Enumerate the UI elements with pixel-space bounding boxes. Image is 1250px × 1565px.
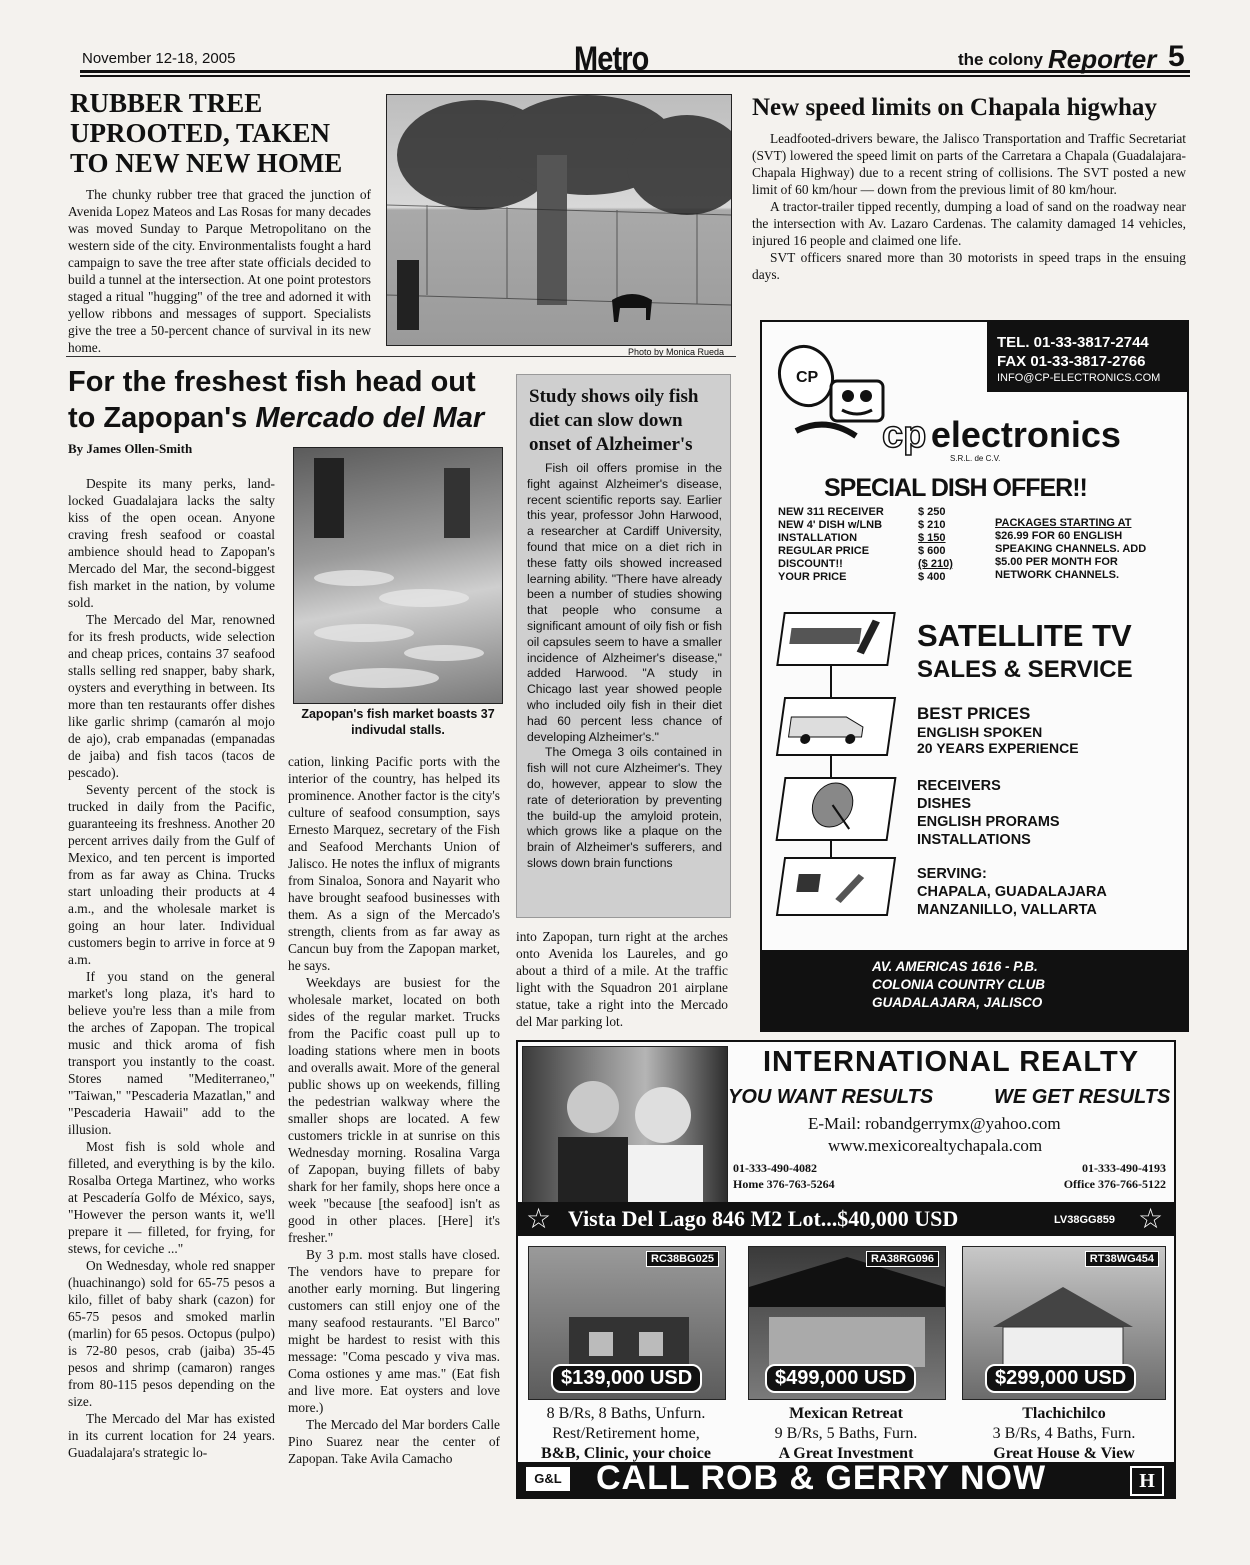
cp-price-label: NEW 4' DISH w/LNB [778, 519, 883, 531]
listing-code: RT38WG454 [1085, 1251, 1159, 1267]
cp-dish-image [776, 777, 897, 841]
rubber-tree-headline: RUBBER TREE UPROOTED, TAKEN TO NEW NEW HOME [70, 88, 343, 178]
satellite-dish-icon [778, 779, 890, 835]
speed-paragraph: SVT officers snared more than 30 motorists in speed traps in the ensuing days. [752, 250, 1186, 282]
cp-address-box [762, 950, 1187, 1030]
cp-price-value: $ 150 [918, 532, 946, 544]
realty-agents-photo [522, 1046, 728, 1203]
cp-price-value: $ 250 [918, 506, 946, 518]
cp-fax: FAX 01-33-3817-2766 [997, 353, 1146, 370]
fish-paragraph: The Mercado del Mar has existed in its current location for 24 years. Guadalajara's strategic lo- [68, 1411, 275, 1460]
realty-logo-right: H [1130, 1466, 1164, 1496]
listing-line: 8 B/Rs, 8 Baths, Unfurn. [546, 1405, 706, 1422]
listing-line: B&B, Clinic, your choice [541, 1445, 711, 1462]
cp-price-value: $ 600 [918, 545, 946, 557]
fish-photo-caption: Zapopan's fish market boasts 37 indivudal stalls. [301, 707, 495, 737]
fish-market-illustration [294, 448, 502, 703]
rubber-tree-illustration [387, 95, 731, 345]
fish-byline: By James Ollen-Smith [68, 441, 193, 456]
issue-date: November 12-18, 2005 [82, 50, 236, 67]
agents-illustration [523, 1047, 727, 1202]
cp-package-line: $5.00 PER MONTH FOR [995, 556, 1118, 568]
cp-package-line: PACKAGES STARTING AT [995, 517, 1132, 529]
receiver-icon [779, 614, 889, 660]
fish-paragraph: Most fish is sold whole and filleted, and everything is by the kilo. Rosalba Ortega Martinez, who works at Pescadería Golfo de México, says, "However the person wants it, we'll prepare it — filleted, for frying, for stews, for ceviche ..." [68, 1139, 275, 1256]
cp-price-row [778, 571, 988, 584]
cp-mascot [776, 336, 896, 446]
cp-price-list [778, 506, 988, 584]
listing-code: RC38BG025 [646, 1251, 719, 1267]
cp-line: ENGLISH SPOKEN [917, 724, 1043, 740]
fish-column-3 [516, 928, 728, 1030]
realty-phone-line: 01-333-490-4082 [733, 1161, 817, 1175]
fish-headline-text: to Zapopan's [68, 402, 256, 434]
cp-group-3 [917, 865, 1107, 919]
masthead-small: the colony [958, 50, 1044, 69]
cp-receiver-image [776, 612, 896, 666]
cp-tools-image [776, 857, 896, 916]
fish-headline-line2 [68, 402, 484, 435]
cp-package-line: SPEAKING CHANNELS. ADD [995, 543, 1147, 555]
listing-photo-2 [748, 1246, 946, 1400]
listing-price: $299,000 USD [985, 1364, 1136, 1393]
realty-email[interactable]: E-Mail: robandgerrymx@yahoo.com [808, 1114, 1061, 1133]
speed-headline: New speed limits on Chapala higwhay [752, 94, 1157, 121]
cp-line: ENGLISH PRORAMS [917, 814, 1060, 830]
listing-line: Tlachichilco [1022, 1405, 1106, 1422]
listing-photo-3 [962, 1246, 1166, 1400]
cp-packages [995, 517, 1180, 582]
listing-caption-2 [740, 1404, 952, 1464]
cp-package-line: NETWORK CHANNELS. [995, 569, 1120, 581]
fish-col1-top [68, 475, 275, 781]
listing-line: Great House & View [993, 1445, 1135, 1462]
fish-paragraph: Despite its many perks, land-locked Guadalajara lacks the salty kiss of the open ocean. Anyone craving fresh seafood or coastal ambience should head to Zapopan's Mercado del Mar, the second-biggest fish market in the nation, by volume sold. [68, 476, 275, 610]
study-headline: Study shows oily fish diet can slow down onset of Alzheimer's [529, 386, 699, 455]
cp-price-label: DISCOUNT!! [778, 558, 843, 570]
listing-caption-1 [518, 1404, 734, 1464]
cp-price-value: $ 400 [918, 571, 946, 583]
page-number: 5 [1168, 40, 1185, 73]
fish-paragraph: The Mercado del Mar, renowned for its fresh products, wide selection and cheap prices, contains 37 seafood stalls selling red snapper, baby shark, oysters and everything in between. Its more than ten restaurants offer dishes like garlic shrimp (camarón al mojo de ajo), crab empanadas (empanadas de jaiba) and fish tacos (tacos de pescado). [68, 612, 275, 780]
fish-market-photo [293, 447, 503, 704]
cp-mascot-icon [776, 336, 896, 446]
realty-banner [518, 1202, 1174, 1236]
cp-group-1 [917, 704, 1079, 756]
cp-address-line: GUADALAJARA, JALISCO [872, 995, 1043, 1010]
cp-line: INSTALLATIONS [917, 832, 1031, 848]
cp-price-row [778, 519, 988, 532]
fish-paragraph: If you stand on the general market's long plaza, it's hard to believe you're less than a mile from the arches of Zapopan. The tropical music and thick aroma of fish transport you instantly to the coast. Stores named "Mediterraneo," "Taiwan," "Pescaderia Mazatlan," and "Pescaderia Hawaii" add to the illusion. [68, 969, 275, 1137]
fish-headline-line1: For the freshest fish head out [68, 366, 476, 398]
realty-phone-line: Home 376-763-5264 [733, 1177, 835, 1191]
realty-banner-code: LV38GG859 [1054, 1214, 1115, 1226]
fish-paragraph: Seventy percent of the stock is trucked in daily from the Pacific, guaranteeing its freshness. Another 20 percent arrives daily from the Gulf of Mexico, and ten percent is imported from as far away as China. Trucks start unloading their products at 4 a.m., and the wholesale market is going an hour later. Individual customers begin to arrive in force at 9 a.m. [68, 782, 275, 967]
listing-line: 9 B/Rs, 5 Baths, Furn. [774, 1425, 918, 1442]
photo-credit: Photo by Monica Rueda [628, 347, 725, 357]
cp-price-value: $ 210 [918, 519, 946, 531]
section-title: Metro [574, 40, 649, 78]
cp-price-row [778, 506, 988, 519]
fish-paragraph: By 3 p.m. most stalls have closed. The vendors have to prepare for another early morning. But lingering customers can still enjoy one of the many seafood restaurants. "El Barco" might be hardest to resist with this message: "Coma pescado y viva mas. Coma ostiones y ame mas." (Eat fish and live more. Eat oysters and love more.) [288, 1247, 500, 1415]
cp-van-image [776, 697, 896, 756]
cp-line: BEST PRICES [917, 704, 1031, 723]
star-icon: ☆ [526, 1204, 552, 1235]
cp-group-2 [917, 777, 1060, 849]
realty-ad [516, 1040, 1176, 1499]
rubber-tree-paragraph: The chunky rubber tree that graced the junction of Avenida Lopez Mateos and Las Rosas for many decades was moved Sunday to Parque Metropolitano on the western side of the city. Environmentalists fought a hard campaign to save the tree after state officials decided to build a tunnel at the intersection. At one point protestors staged a ritual "hugging" of the tree and adorned it with yellow ribbons and messages of support. Specialists give the tree a 50-percent chance of survival in its new home. [68, 187, 371, 355]
fish-paragraph: The Mercado del Mar borders Calle Pino Suarez near the center of Zapopan. Take Avila Camacho [288, 1417, 500, 1466]
realty-call-text: CALL ROB & GERRY NOW [596, 1459, 1047, 1497]
realty-slogan-left: YOU WANT RESULTS [728, 1086, 934, 1108]
realty-name: INTERNATIONAL REALTY [763, 1046, 1140, 1078]
listing-price: $499,000 USD [765, 1364, 916, 1393]
realty-slogan-right: WE GET RESULTS [994, 1086, 1171, 1108]
realty-phone-line: Office 376-766-5122 [1063, 1177, 1166, 1191]
tools-icon [779, 859, 890, 910]
cp-special-offer: SPECIAL DISH OFFER!! [824, 474, 1087, 502]
cp-line: MANZANILLO, VALLARTA [917, 902, 1097, 918]
realty-phone-right [1024, 1160, 1166, 1192]
cp-contact-box [987, 322, 1187, 392]
fish-paragraph: Weekdays are busiest for the wholesale market, located on both sides of the regular market. Trucks from the Pacific coast pull up to loading stations where men in boots and overalls await. More of the general public shows up on weekends, filling the pedestrian walkway where the smaller shops are located. A few customers trickle in at sunrise on this Wednesday morning. Rosalina Varga of Zapopan, buying fillets of baby shark for her family, shops here once a week "because [the seafood] isn't as good in other places. [Here] it's fresher." [288, 975, 500, 1245]
header-rule [80, 70, 1190, 77]
rubber-tree-body [68, 186, 371, 356]
masthead: Reporter [1048, 44, 1157, 74]
cp-price-row [778, 532, 988, 545]
cp-satellite-sub: SALES & SERVICE [917, 656, 1133, 683]
cp-electronics-ad [760, 320, 1189, 1032]
study-paragraph: Fish oil offers promise in the fight against Alzheimer's disease, recent scientific reports say. Earlier this year, professor John Harwood, a researcher at Cardiff University, found that mice on a diet rich in these fatty oils showed increased learning ability. "There have already been a number of studies showing that people who consume a significant amount of oily fish or fish oil capsules seem to have a smaller incidence of Alzheimer's disease," added Harwood. "A study in Chicago last year showed people who included oily fish in their diet had 60 percent less chance of developing Alzheimer's." [527, 461, 722, 744]
cp-logo [882, 414, 1121, 457]
fish-headline-italic: Mercado del Mar [255, 402, 485, 434]
cp-line: DISHES [917, 796, 971, 812]
cp-line: SERVING: [917, 866, 987, 882]
listing-price: $139,000 USD [551, 1364, 702, 1393]
cp-address-line: AV. AMERICAS 1616 - P.B. [872, 959, 1038, 974]
listing-line: Mexican Retreat [789, 1405, 903, 1422]
service-van-icon [779, 699, 890, 750]
realty-phone-left [733, 1160, 835, 1192]
star-icon: ☆ [1138, 1204, 1164, 1235]
listing-photo-1 [528, 1246, 726, 1400]
cp-price-row [778, 545, 988, 558]
study-box [516, 374, 731, 918]
cp-price-row [778, 558, 988, 571]
study-body [517, 457, 730, 872]
realty-call-bar [518, 1459, 1174, 1497]
cp-line: CHAPALA, GUADALAJARA [917, 884, 1107, 900]
listing-line: Rest/Retirement home, [552, 1425, 700, 1442]
fish-paragraph: into Zapopan, turn right at the arches onto Avenida los Laureles, and go about a third of a mile. At the traffic light with the Squadron 201 airplane statue, take a right into the Mercado del Mar parking lot. [516, 929, 728, 1029]
speed-body [752, 130, 1186, 283]
realty-logo-left: G&L [526, 1467, 570, 1491]
listing-code: RA38RG096 [866, 1251, 939, 1267]
realty-banner-text: Vista Del Lago 846 M2 Lot...$40,000 USD [568, 1206, 959, 1231]
cp-line: RECEIVERS [917, 778, 1001, 794]
fish-column-1 [68, 475, 275, 1461]
cp-logo-cp: cp [882, 414, 927, 456]
cp-logo-word: electronics [930, 414, 1121, 455]
cp-price-label: NEW 311 RECEIVER [778, 506, 884, 518]
study-paragraph: The Omega 3 oils contained in fish will not cure Alzheimer's. They do, however, appear to slow the rate of deterioration by preventing the build-up the amyloid protein, which grows like a plaque on the brain of Alzheimer's sufferers, and slows down brain functions [527, 745, 722, 870]
speed-paragraph: Leadfooted-drivers beware, the Jalisco Transportation and Traffic Secretariat (SVT) lowered the speed limit on parts of the Carretara a Chapala (Guadalajara-Chapala Highway) due to a recent string of collisions. The SVT posted a new limit of 60 km/hour — down from the previous limit of 80 km/hour. [752, 131, 1186, 197]
cp-email: INFO@CP-ELECTRONICS.COM [997, 372, 1161, 384]
cp-price-value: ($ 210) [918, 558, 953, 570]
cp-badge-text: CP [796, 369, 819, 386]
cp-address-line: COLONIA COUNTRY CLUB [872, 977, 1046, 992]
rubber-tree-rule [66, 356, 736, 357]
cp-price-label: INSTALLATION [778, 532, 858, 544]
speed-paragraph: A tractor-trailer tipped recently, dumping a load of sand on the roadway near the intersection with Av. Lazaro Cardenas. The calamity damaged 14 vehicles, injured 16 people and claimed one life. [752, 199, 1186, 248]
fish-paragraph: On Wednesday, whole red snapper (huachinango) sold for 65-75 pesos a kilo, fillet of baby shark (cazon) for 65-75 pesos and smoked marlin (marlin) for 65 pesos. Octopus (pulpo) is 72-80 pesos, crab (jaiba) 35-45 pesos and shrimp (camaron) ranges from 80-115 pesos depending on the size. [68, 1258, 275, 1409]
fish-paragraph: cation, linking Pacific ports with the interior of the country, has helped its prominence. Another factor is the city's culture of seafood consumption, says Ernesto Marquez, secretary of the Fish and Seafood Merchants Union of Jalisco. He notes the influx of migrants from Sinaloa, Sonora and Nayarit who have brought seafood businesses with them. As a sign of the Mercado's strength, clients from as far away as Cancun buy from the Zapopan market, he says. [288, 754, 500, 973]
listing-line: A Great Investment [778, 1445, 914, 1462]
cp-tel: TEL. 01-33-3817-2744 [997, 334, 1149, 351]
cp-line: 20 YEARS EXPERIENCE [917, 740, 1079, 756]
realty-website[interactable]: www.mexicorealtychapala.com [828, 1136, 1043, 1155]
cp-price-label: YOUR PRICE [778, 571, 847, 583]
realty-phone-line: 01-333-490-4193 [1082, 1161, 1166, 1175]
cp-satellite-title: SATELLITE TV [917, 618, 1132, 653]
rubber-tree-photo [386, 94, 732, 346]
cp-package-line: $26.99 FOR 60 ENGLISH [995, 530, 1123, 542]
listing-caption-3 [958, 1404, 1170, 1464]
cp-logo-sub: S.R.L. de C.V. [950, 454, 1001, 463]
fish-column-2 [288, 753, 500, 1467]
listing-line: 3 B/Rs, 4 Baths, Furn. [992, 1425, 1136, 1442]
cp-price-label: REGULAR PRICE [778, 545, 870, 557]
